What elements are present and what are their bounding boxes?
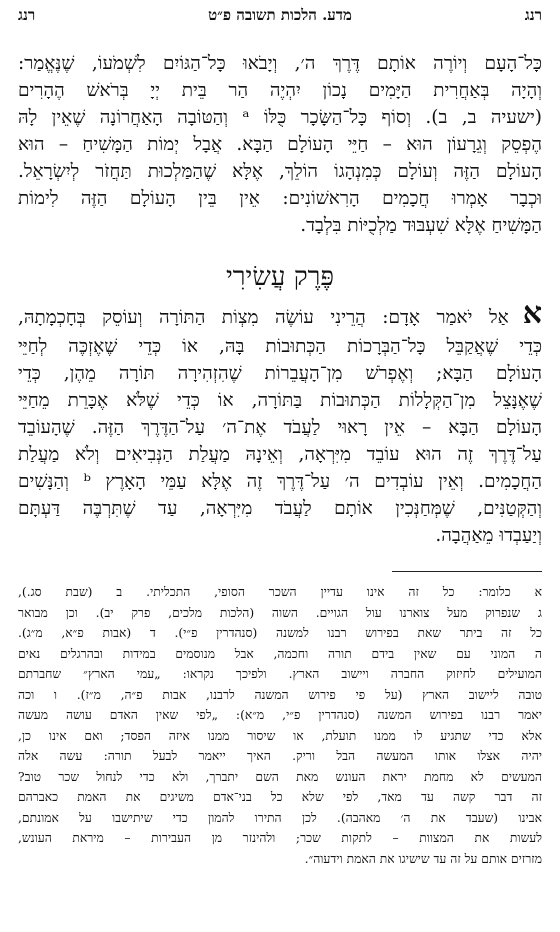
text-line: (ישעיה ב, ב). וְסוֹף כָּל־הַשָּׂכָר כֻּלּוֹ ᵃ וְהַטּוֹבָה הָאַחֲרוֹנָה שֶׁאֵין לָהּ [18,107,542,128]
text-line: שֶׁאֶנָּצֵל מִן־הַקְּלָלוֹת הַכְּתוּבוֹת בַּתּוֹרָה, אוֹ כְּדֵי שֶׁלֹּא אֶכָּרֵת מֵחַיֵּי [18,390,542,411]
footnote-line: טובה ליישוב הארץ (על פי פירוש המשנה לרבנו, אבות פ״ה, מ״ז). ו וכה [18,687,542,702]
text-line: עַל־דֶּרֶךְ זֶה הוּא עוֹבֵד מִיִּרְאָה, וְאֵינָהּ מַעֲלַת הַנְּבִיאִים וְלֹא מַעֲלַת [18,444,542,465]
text-line: הָעוֹלָם הַבָּא; וְאֶפְרֹשׁ מִן־הָעֲבֵרוֹת שֶׁהִזְהִירָה תּוֹרָה מֵהֶן, כְּדֵי [18,363,542,384]
halakha-opening [18,296,542,333]
text-line: הַחֲכָמִים. וְאֵין עוֹבְדִים ה׳ עַל־דֶּרֶךְ זֶה אֶלָּא עַמֵּי הָאָרֶץ ᵇ וְהַנָּשִׁים [18,471,542,492]
running-header [18,6,542,28]
footnote-line: יאמר רבנו בפירוש המשנה (סנהדרין פ״י, מ״א): „לפי שאין האדם עושה מעשה [18,708,542,722]
main-text [18,50,542,549]
text-line: וְהַקְּטַנִּים, שֶׁמְּחַנְּכִין אוֹתָם לַעֲבֹד מִיִּרְאָה, עַד שֶׁתִּרְבֶּה דַּעְתָּם [18,498,542,519]
footnote-line: המועילים לחיזוק החברה ויישוב הארץ. ולפיכך נקראו: „עמי הארץ״ שחברתם [18,667,542,681]
text-line: וְיַעַבְדוּ מֵאַהֲבָה. [435,525,542,546]
text-line: אַל יֹאמַר אָדָם: הֲרֵינִי עוֹשֶׂה מִצְוֹת הַתּוֹרָה וְעוֹסֵק בְּחָכְמָתָהּ, [18,307,509,328]
text-line: הֶפְסֵק וְגֵרָעוֹן הוּא – חַיֵּי הָעוֹלָם הַבָּא. אֲבָל יְמוֹת הַמָּשִׁיחַ – הוּא [18,134,542,155]
halakha-letter: א [522,296,542,331]
footnote-line: מזרזים אותם על זה עד שישיגו את האמת וידעוה״. [304,851,542,866]
footnote-line: אלא כדי שתגיע לו ממנו תועלת, או שיסור ממנו איזה הפסד; ואם אינו כן, [18,728,542,743]
footnotes [18,582,542,869]
text-line: וְהָיָה בְּאַחֲרִית הַיָּמִים נָכוֹן יִהְיֶה הַר בֵּית יְיָ בְּרֹאשׁ הֶהָרִים [18,80,542,101]
footnote-line: א כלומר: כל זה אינו עדיין השכר הסופי, התכליתי. ב (שבת סג.), [18,585,542,599]
text-line: כָּל־הָעָם וְיוֹרֶה אוֹתָם דֶּרֶךְ ה׳, וְיָבֹאוּ כָּל־הַגּוֹיִם לִשְׁמֹעוֹ, שֶׁנֶּאֱמַר: [18,53,542,74]
text-line: הַמָּשִׁיחַ אֶלָּא שִׁעְבּוּד מַלְכֻיּוֹת בִּלְבָד. [300,215,542,236]
page-number-left: רנג [18,6,36,24]
footnote-line: אבינו (שעבד את ה׳ מאהבה). לכן התירו להמון כדי שיתישבו על אמונתם, [18,810,542,825]
footnote-line: לעשות את המצוות – לתקות שכר; ולהינזר מן העבירות – מיראת העונש, [18,831,542,845]
footnote-line: ג שנפרוק מעל צוארנו עול הגויים. השוה (הלכות מלכים, פרק יב). וכן מבואר [18,605,542,620]
text-line: הָעוֹלָם הַזֶּה וְעוֹלָם כְּמִנְהָגוֹ הוֹלֵךְ, אֶלָּא שֶׁהַמַּלְכוּת תַּחֲזֹר לְיִשְׂרָאֵל. [18,161,542,182]
running-title: מדע. הלכות תשובה פ״ט [208,6,352,24]
chapter-title: פֶּרֶק עֲשִׂירִי [225,262,335,292]
footnote-line: יהיה אצלו אותו המעשה הבל וריק. האיך ייאמר לבעל תורה: עשה אלה [18,749,542,763]
page-number: רנג [524,6,542,24]
footnote-line: המעשים לא מחמת יראת העונש מאת השם יתברך, ולא כדי לנחול שכר טוב? [18,769,542,784]
text-line: הָעוֹלָם הַבָּא – אֵין רָאוּי לַעֲבֹד אֶת־ה׳ עַל־הַדֶּרֶךְ הַזֶּה. שֶׁהָעוֹבֵד [18,417,542,438]
footnote-line: ה המוני עם שאין בידם תורה וחכמה, אבל מנוסמים במידות ובהרגלים נאים [18,646,542,661]
footnote-line: זה דבר קשה עד מאד, לפי שלא כל בני־אדם משיגים את האמת כאברהם [18,790,542,804]
text-line: וּכְבָר אָמְרוּ חֲכָמִים הָרִאשׁוֹנִים: אֵין בֵּין הָעוֹלָם הַזֶּה לִימוֹת [18,188,542,209]
text-line: כְּדֵי שֶׁאֲקַבֵּל כָּל־הַבְּרָכוֹת הַכְּתוּבוֹת בָּהּ, אוֹ כְּדֵי שֶׁאֶזְכֶּה לְחַיֵּי [18,336,542,357]
footnote-divider [392,571,542,572]
footnote-line: כל זה ביתר שאת בפירוש רבנו למשנה (סנהדרין פ״י). ד (אבות פ״א, מ״ג). [18,626,542,640]
